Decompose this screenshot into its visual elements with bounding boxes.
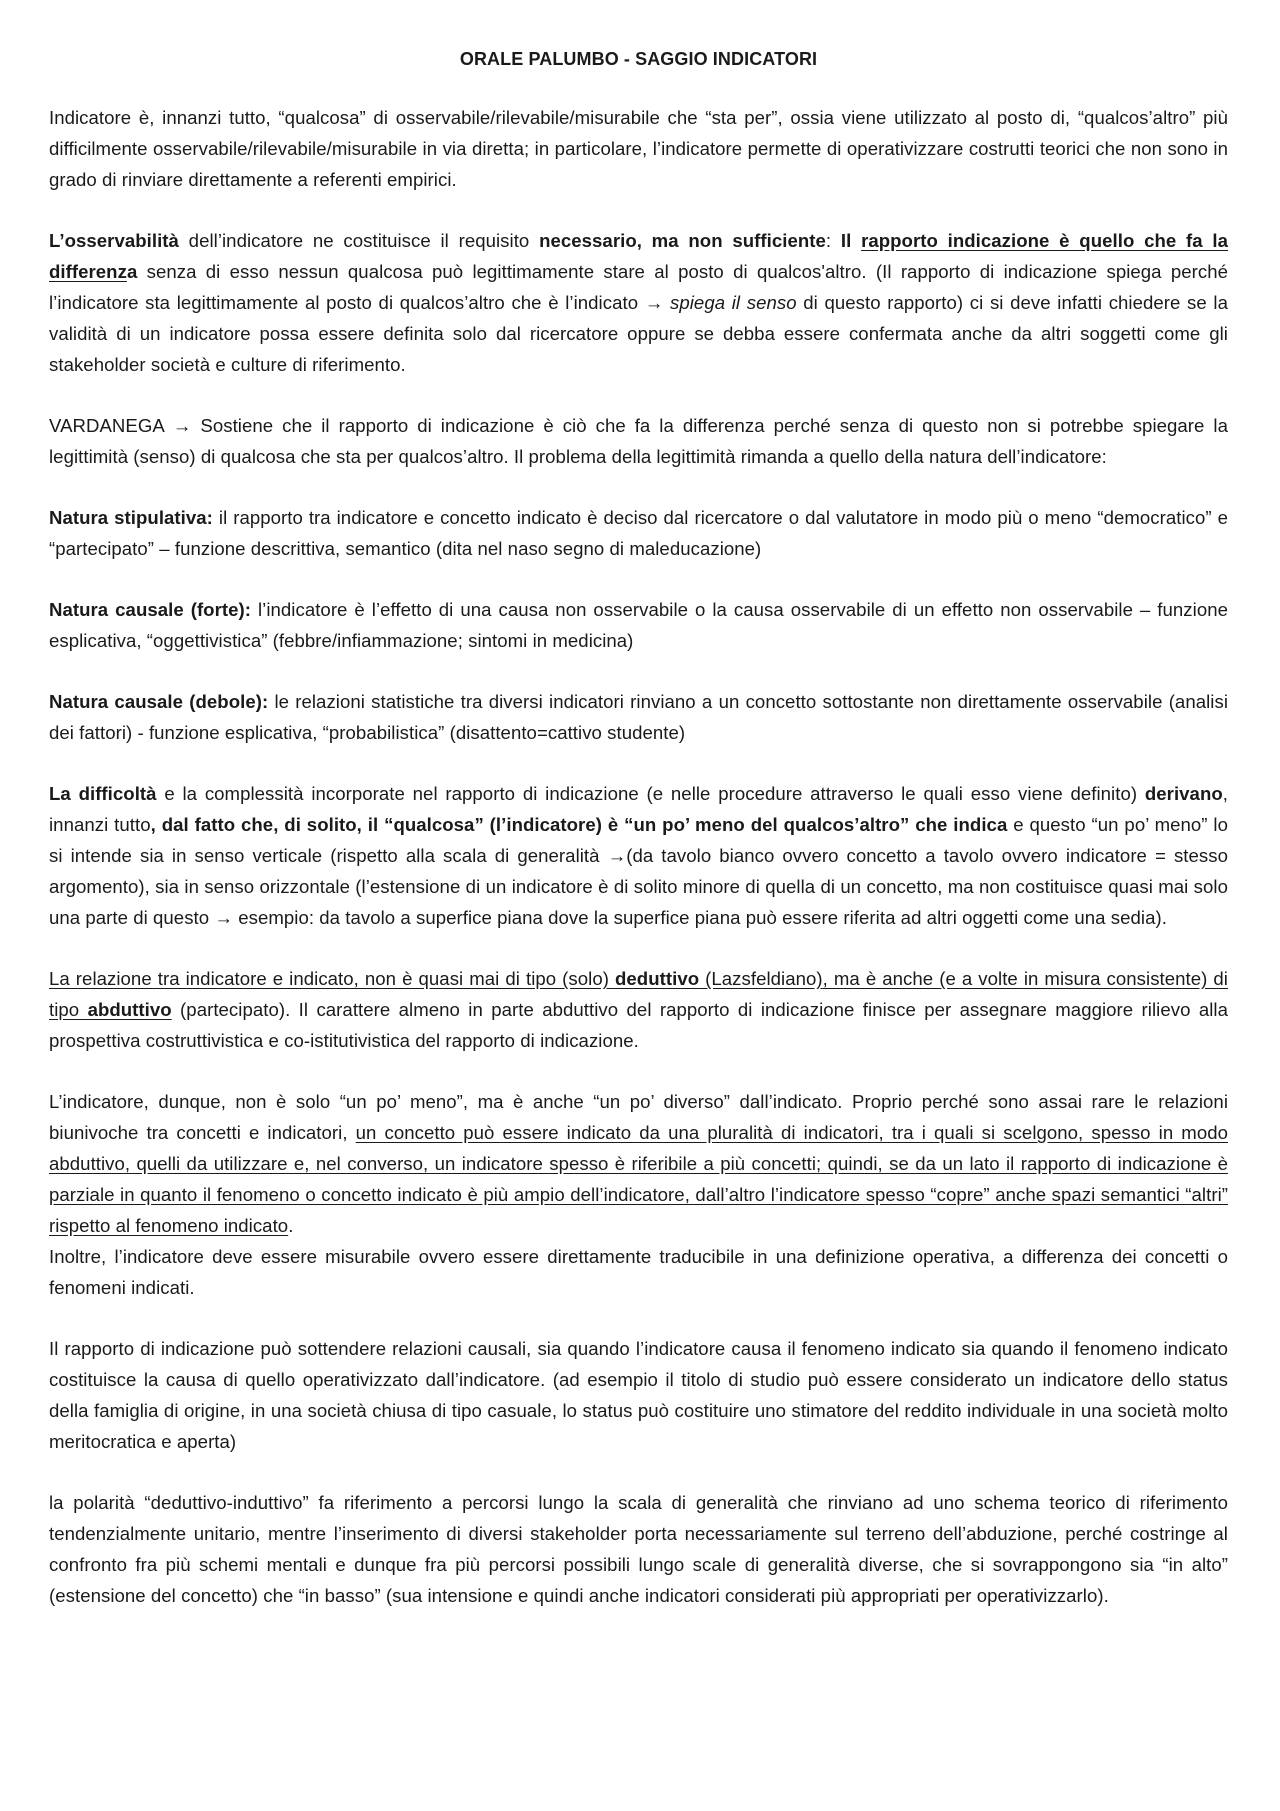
- paragraph: [49, 102, 1228, 195]
- text-run: La relazione tra indicatore e indicato, non è quasi mai di tipo (solo): [49, 968, 615, 989]
- text-run: il rapporto tra indicatore e concetto indicato è deciso dal ricercatore o dal valutatore in modo più o meno “democratico” e “partecipato” – funzione descrittiva, semantico (dita nel naso segno di maleducazione): [49, 507, 1228, 559]
- text-run: , ma è anche (e a volte in misura consistente) di tipo: [49, 968, 1228, 1020]
- text-run: Inoltre, l’indicatore deve essere misurabile ovvero essere direttamente traducibile in una definizione operativa, a differenza dei concetti o fenomeni indicati.: [49, 1246, 1228, 1298]
- text-run: , innanzi tutto: [49, 783, 1228, 835]
- text-run: Natura stipulativa:: [49, 507, 213, 528]
- text-run: La difficoltà: [49, 783, 157, 804]
- text-run: deduttivo: [615, 968, 700, 989]
- text-run: le relazioni statistiche tra diversi indicatori rinviano a un concetto sottostante non direttamente osservabile (analisi dei fattori) - funzione esplicativa, “probabilistica” (disattento=cattivo studente): [49, 691, 1228, 743]
- text-run: :: [825, 230, 841, 251]
- paragraph: [49, 1086, 1228, 1241]
- text-run: l’indicatore è l’effetto di una causa non osservabile o la causa osservabile di un effetto non osservabile – funzione esplicativa, “oggettivistica” (febbre/infiammazione; sintomi in medicina): [49, 599, 1228, 651]
- text-run: L’indicatore, dunque, non è solo “un po’ meno”, ma è anche “un po’ diverso” dall’indicato. Proprio perché sono assai rare le relazioni biunivoche tra concetti e indicatori,: [49, 1091, 1228, 1143]
- paragraph: [49, 410, 1228, 472]
- text-run: Indicatore è, innanzi tutto, “qualcosa” di osservabile/rilevabile/misurabile che “sta per”, ossia viene utilizzato al posto di, “qualcos’altro” più difficilmente osservabile/rilevabile/misurabile in via diretta; in particolare, l’indicatore permette di operativizzare costrutti teorici che non sono in grado di rinviare direttamente a referenti empirici.: [49, 107, 1228, 190]
- paragraph: [49, 225, 1228, 380]
- text-run: Il rapporto di indicazione può sottendere relazioni causali, sia quando l’indicatore causa il fenomeno indicato sia quando il fenomeno indicato costituisce la causa di quello operativizzato dall’indicatore. (ad esempio il titolo di studio può essere considerato un indicatore dello status della famiglia di origine, in una società chiusa di tipo casuale, lo status può costituire uno stimatore del reddito individuale in una società molto meritocratica e aperta): [49, 1338, 1228, 1452]
- text-run: .: [288, 1215, 294, 1236]
- document-title: ORALE PALUMBO - SAGGIO INDICATORI: [459, 49, 818, 69]
- text-run: (partecipato). Il carattere almeno in parte abduttivo del rapporto di indicazione finisce per assegnare maggiore rilievo alla prospettiva costruttivistica e co-istitutivistica del rapporto di indicazione.: [49, 999, 1228, 1051]
- text-run: un concetto può essere indicato da una pluralità di indicatori, tra i quali si scelgono, spesso in modo abduttivo, quelli da utilizzare e, nel converso, un indicatore spesso è riferibile a più concetti; quindi, se da un lato il rapporto di indicazione è parziale in quanto il fenomeno o concetto indicato è più ampio dell’indicatore, dall’altro l’indicatore spesso “copre” anche spazi semantici “altri” rispetto al fenomeno indicato: [49, 1122, 1228, 1236]
- paragraph: [49, 1241, 1228, 1303]
- text-run: senza di esso nessun qualcosa può legittimamente stare al posto di qualcos'altro. (Il rapporto di indicazione spiega perché l’indicatore sta legittimamente al posto di qualcos’altro che è l’indicato →: [49, 261, 1228, 313]
- paragraph: [49, 1487, 1228, 1611]
- text-run: abduttivo: [87, 999, 172, 1020]
- paragraph: [49, 1333, 1228, 1457]
- text-run: Natura causale (forte):: [49, 599, 251, 620]
- text-run: VARDANEGA → Sostiene che il rapporto di indicazione è ciò che fa la differenza perché senza di questo non si potrebbe spiegare la legittimità (senso) di qualcosa che sta per qualcos’altro. Il problema della legittimità rimanda a quello della natura dell’indicatore:: [49, 415, 1228, 467]
- text-run: e questo “un po’ meno” lo si intende sia in senso verticale (rispetto alla scala di generalità →(da tavolo bianco ovvero concetto a tavolo ovvero indicatore = stesso argomento), sia in senso orizzontale (l’estensione di un indicatore è di solito minore di quella di un concetto, ma non costituisce quasi mai solo una parte di questo → esempio: da tavolo a superfice piana dove la superfice piana può essere riferita ad altri oggetti come una sedia).: [49, 814, 1228, 928]
- text-run: dell’indicatore ne costituisce il requisito: [178, 230, 540, 251]
- text-run: Il: [840, 230, 862, 251]
- text-run: , dal fatto che, di solito, il “qualcosa” (l’indicatore) è “un po’ meno del qualcos’altro” che indica: [150, 814, 1008, 835]
- text-run: a: [126, 261, 138, 282]
- text-run: Natura causale (debole):: [49, 691, 269, 712]
- text-run: rapporto indicazione è quello che fa la differenz: [49, 230, 1229, 282]
- paragraph: [49, 963, 1228, 1056]
- text-run: spiega il senso: [670, 292, 797, 313]
- text-run: (Lazsfeldiano): [699, 968, 823, 989]
- text-run: necessario, ma non sufficiente: [539, 230, 826, 251]
- paragraph: [49, 686, 1228, 748]
- text-run: di questo rapporto) ci si deve infatti chiedere se la validità di un indicatore possa essere definita solo dal ricercatore oppure se debba essere confermata anche da altri soggetti come gli stakeholder società e culture di riferimento.: [49, 292, 1229, 375]
- paragraph: [49, 778, 1228, 933]
- text-run: e la complessità incorporate nel rapporto di indicazione (e nelle procedure attraverso le quali esso viene definito): [156, 783, 1145, 804]
- text-run: L’osservabilità: [49, 230, 179, 251]
- paragraph: [49, 502, 1228, 564]
- text-run: derivano: [1144, 783, 1223, 804]
- document-body: [49, 102, 1228, 1611]
- paragraph: [49, 594, 1228, 656]
- text-run: la polarità “deduttivo-induttivo” fa riferimento a percorsi lungo la scala di generalità che rinviano ad uno schema teorico di riferimento tendenzialmente unitario, mentre l’inserimento di diversi stakeholder porta necessariamente sul terreno dell’abduzione, perché costringe al confronto fra più schemi mentali e dunque fra più percorsi possibili lungo scale di generalità diverse, che si sovrappongono sia “in alto” (estensione del concetto) che “in basso” (sua intensione e quindi anche indicatori considerati più appropriati per operativizzarlo).: [49, 1492, 1228, 1606]
